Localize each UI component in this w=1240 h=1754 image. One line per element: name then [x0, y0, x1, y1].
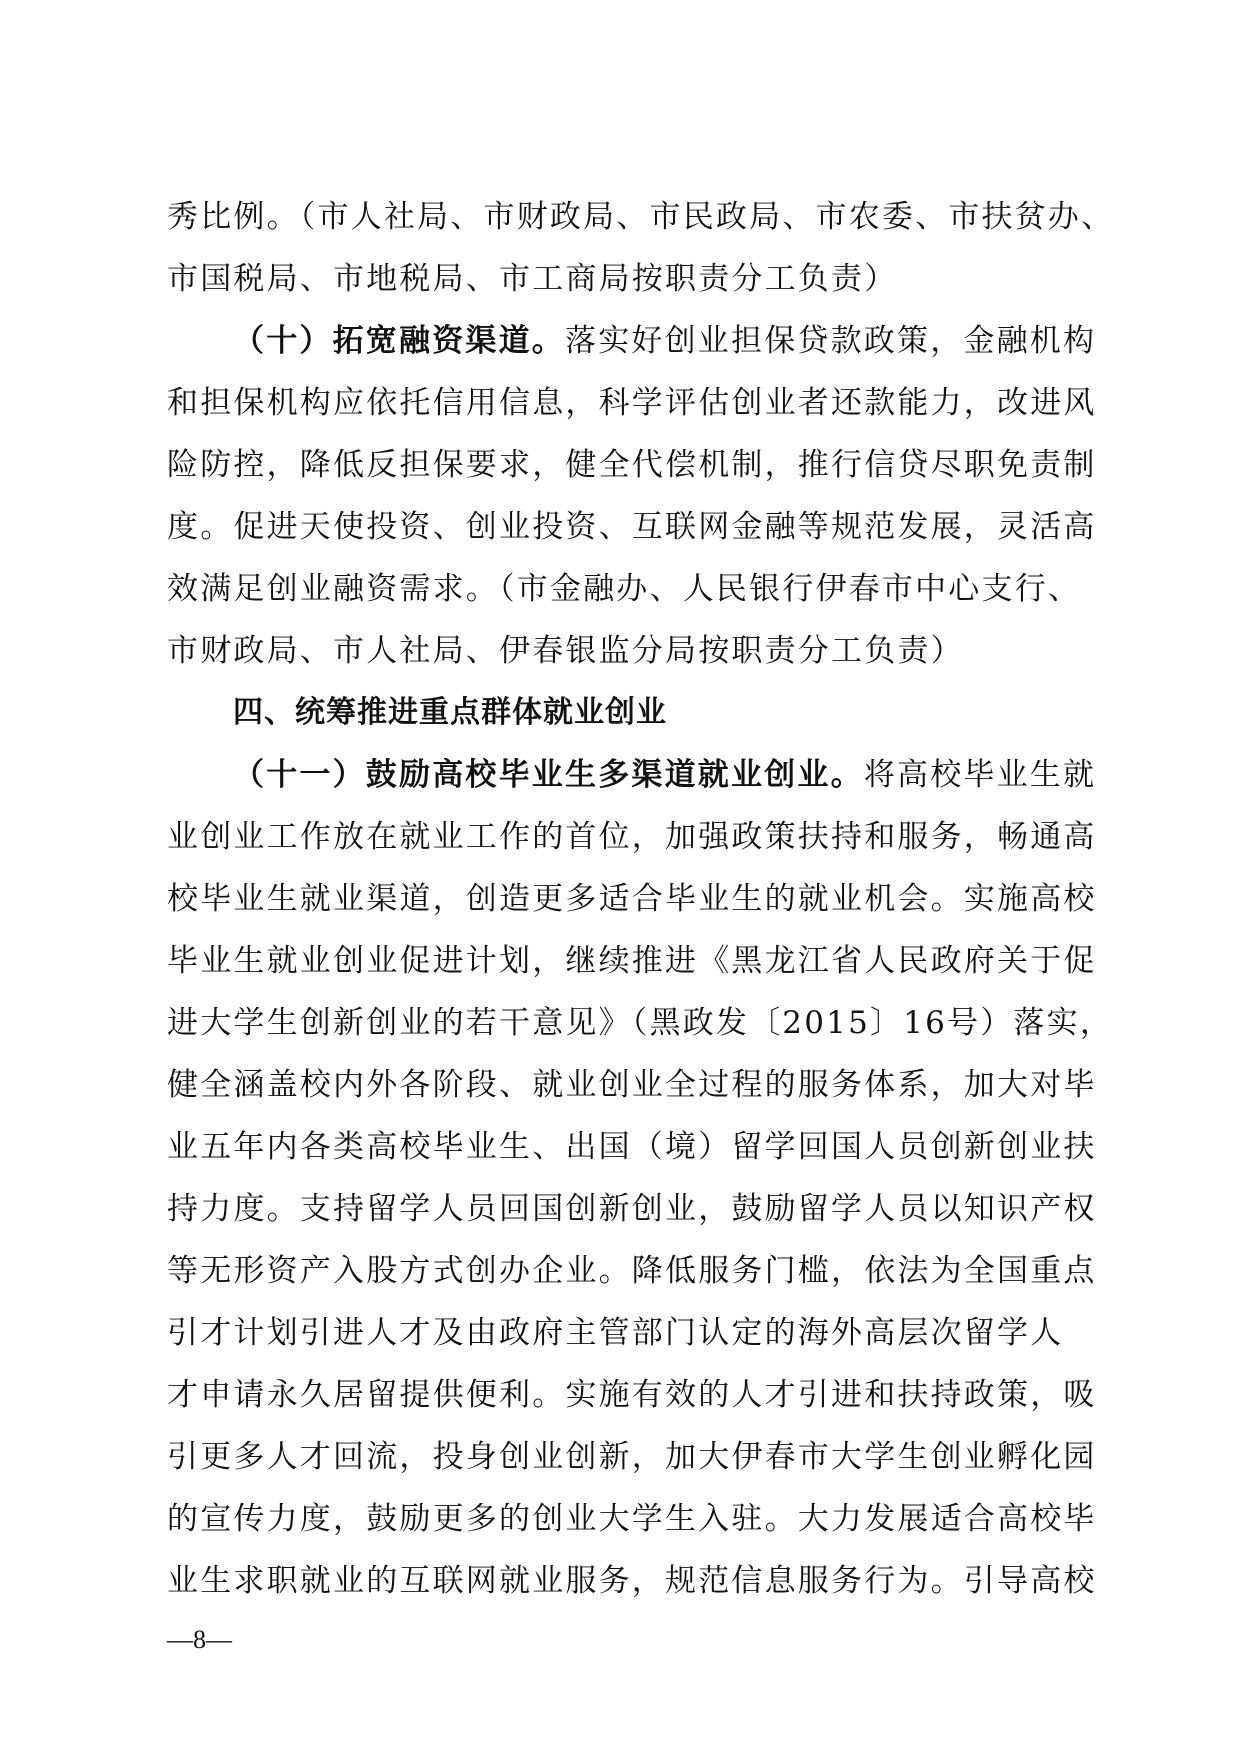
body-line: 业创业工作放在就业工作的首位，加强政策扶持和服务，畅通高 [167, 819, 1097, 855]
body-line: 进大学生创新创业的若干意见》（黑政发〔2015〕16号）落实， [167, 1005, 1114, 1041]
body-line: 秀比例。（市人社局、市财政局、市民政局、市农委、市扶贫办、 [167, 199, 1115, 235]
body-line: 才申请永久居留提供便利。实施有效的人才引进和扶持政策，吸 [167, 1377, 1097, 1413]
body-line: 度。促进天使投资、创业投资、互联网金融等规范发展，灵活高 [167, 509, 1097, 545]
body-line: 效满足创业融资需求。（市金融办、人民银行伊春市中心支行、 [167, 571, 1082, 607]
body-line: 毕业生就业创业促进计划，继续推进《黑龙江省人民政府关于促 [167, 943, 1097, 979]
body-line: 引才计划引进人才及由政府主管部门认定的海外高层次留学人 [167, 1315, 1064, 1351]
body-line: 持力度。支持留学人员回国创新创业，鼓励留学人员以知识产权 [167, 1191, 1097, 1227]
body-line: 的宣传力度，鼓励更多的创业大学生入驻。大力发展适合高校毕 [167, 1501, 1097, 1537]
body-line: 引更多人才回流，投身创业创新，加大伊春市大学生创业孵化园 [167, 1439, 1097, 1475]
section-four-heading: 四、统筹推进重点群体就业创业 [233, 695, 667, 730]
body-line: 健全涵盖校内外各阶段、就业创业全过程的服务体系，加大对毕 [167, 1067, 1097, 1103]
body-line: 将高校毕业生就 [863, 757, 1097, 793]
body-line: 业生求职就业的互联网就业服务，规范信息服务行为。引导高校 [167, 1563, 1097, 1599]
body-line: 和担保机构应依托信用信息，科学评估创业者还款能力，改进风 [167, 385, 1097, 421]
body-line: 落实好创业担保贷款政策，金融机构 [565, 323, 1097, 359]
body-line: 市财政局、市人社局、伊春银监分局按职责分工负责） [167, 633, 964, 669]
body-line: 险防控，降低反担保要求，健全代偿机制，推行信贷尽职免责制 [167, 447, 1097, 483]
body-line: 校毕业生就业渠道，创造更多适合毕业生的就业机会。实施高校 [167, 881, 1097, 917]
body-line: 业五年内各类高校毕业生、出国（境）留学回国人员创新创业扶 [167, 1129, 1097, 1165]
body-line: 等无形资产入股方式创办企业。降低服务门槛，依法为全国重点 [167, 1253, 1097, 1289]
body-line: 市国税局、市地税局、市工商局按职责分工负责） [167, 261, 898, 297]
page-number: —8— [167, 1625, 232, 1654]
section-eleven-title: （十一）鼓励高校毕业生多渠道就业创业。 [233, 757, 864, 793]
section-ten-line [233, 321, 1143, 361]
section-ten-title: （十）拓宽融资渠道。 [233, 323, 565, 359]
section-eleven-line [233, 755, 1143, 795]
